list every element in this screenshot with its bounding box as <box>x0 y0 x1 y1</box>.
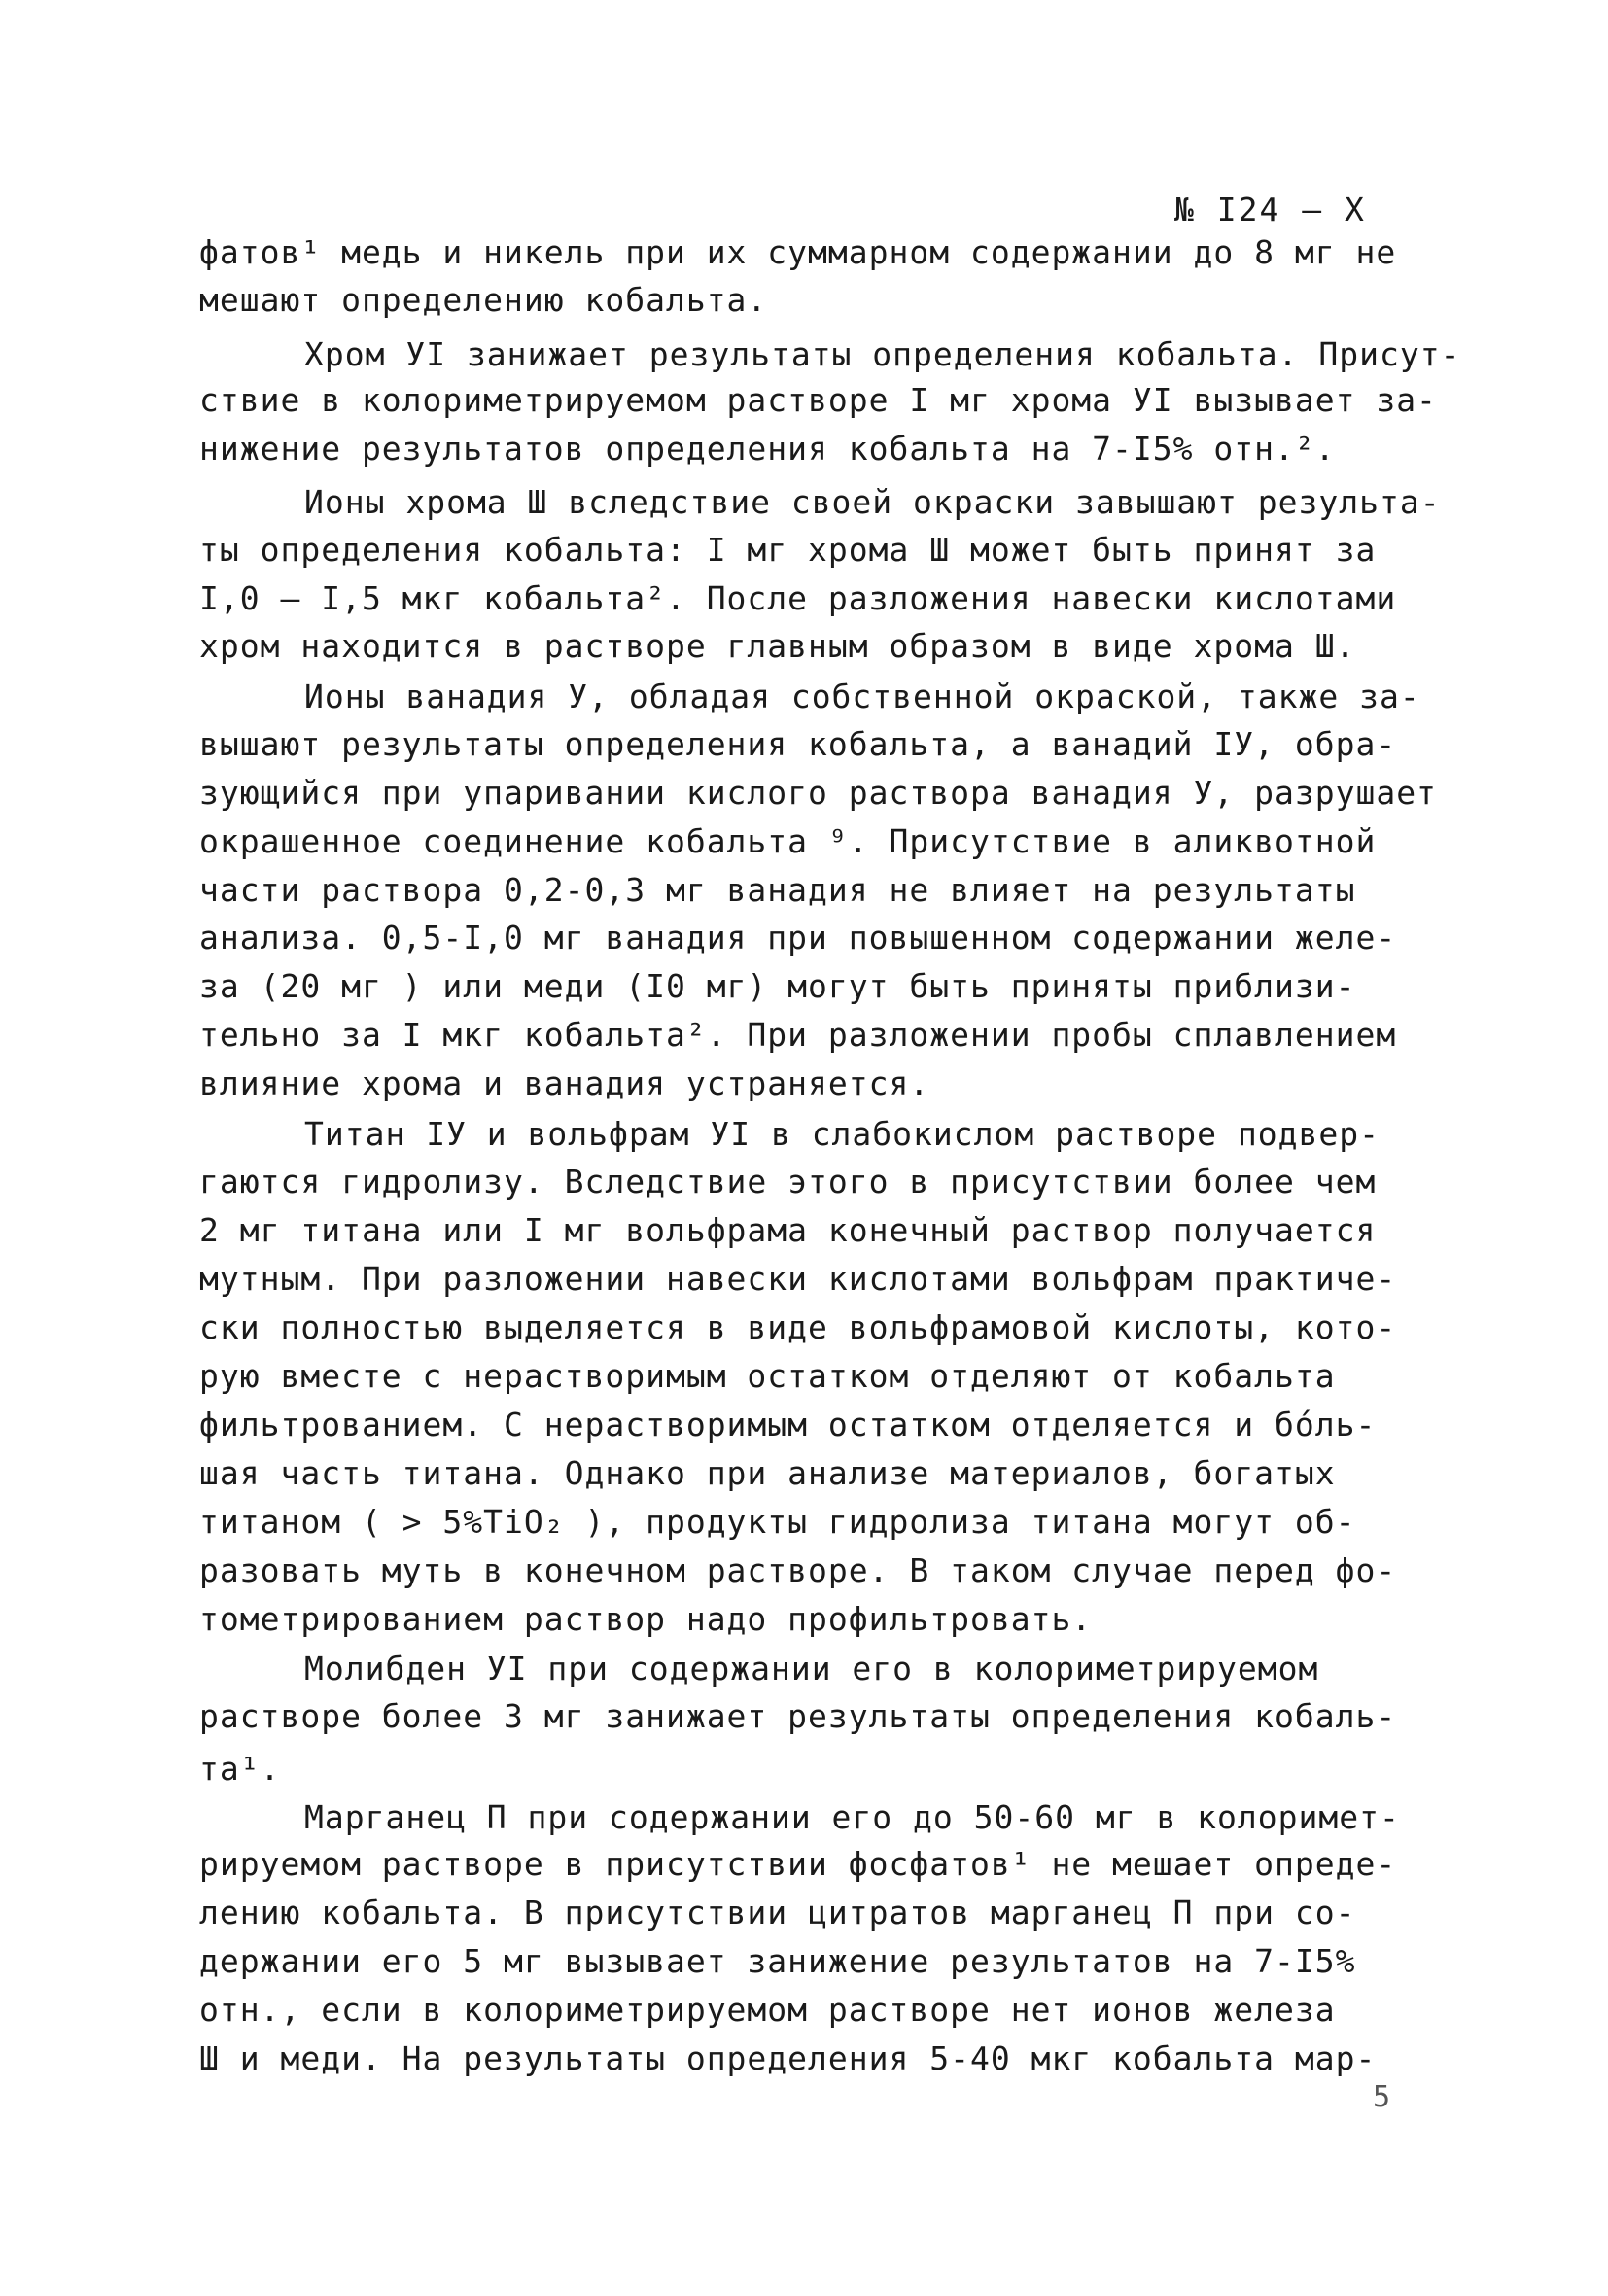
text-line: анализа. 0,5-I,0 мг ванадия при повышенном содержании желе- <box>199 919 1397 957</box>
document-number-header: № I24 – X <box>1174 191 1366 228</box>
text-line: та¹. <box>199 1750 281 1788</box>
text-line: зующийся при упаривании кислого раствора ванадия У, разрушает <box>199 774 1437 812</box>
text-line: разовать муть в конечном растворе. В таком случае перед фо- <box>199 1551 1397 1589</box>
text-line: влияние хрома и ванадия устраняется. <box>199 1064 930 1102</box>
page-number: 5 <box>1373 2080 1391 2114</box>
text-line: ствие в колориметрируемом растворе I мг хрома УI вызывает за- <box>199 381 1437 419</box>
text-line: хром находится в растворе главным образом в виде хрома Ш. <box>199 627 1356 665</box>
paragraph-start-line: Хром УI занижает результаты определения кобальта. Присут- <box>304 335 1461 373</box>
text-line: вышают результаты определения кобальта, а ванадий IУ, обра- <box>199 725 1397 763</box>
paragraph-start-line: Ионы ванадия У, обладая собственной окраской, также за- <box>304 678 1420 715</box>
text-line: лению кобальта. В присутствии цитратов марганец П при со- <box>199 1894 1356 1931</box>
text-line: рую вместе с нерастворимым остатком отделяют от кобальта <box>199 1357 1336 1395</box>
text-line: фильтрованием. С нерастворимым остатком отделяется и бо́ль- <box>199 1406 1377 1444</box>
text-line: мутным. При разложении навески кислотами вольфрам практиче- <box>199 1260 1397 1298</box>
text-line: окрашенное соединение кобальта ⁹. Присутствие в аликвотной <box>199 822 1377 860</box>
text-line: 2 мг титана или I мг вольфрама конечный раствор получается <box>199 1211 1377 1249</box>
text-line: растворе более 3 мг занижает результаты определения кобаль- <box>199 1697 1397 1735</box>
text-line: тометрированием раствор надо профильтровать. <box>199 1600 1093 1638</box>
paragraph-start-line: Молибден УI при содержании его в колориметрируемом <box>304 1650 1319 1687</box>
text-line: гаются гидролизу. Вследствие этого в присутствии более чем <box>199 1163 1377 1200</box>
text-line: тельно за I мкг кобальта². При разложении пробы сплавлением <box>199 1016 1397 1054</box>
text-line: части раствора 0,2-0,3 мг ванадия не влияет на результаты <box>199 871 1356 909</box>
text-line: Ш и меди. На результаты определения 5-40 мкг кобальта мар- <box>199 2039 1377 2077</box>
text-line: отн., если в колориметрируемом растворе нет ионов железа <box>199 1991 1336 2029</box>
paragraph-start-line: Марганец П при содержании его до 50-60 мг в колоримет- <box>304 1798 1400 1836</box>
text-line: I,0 – I,5 мкг кобальта². После разложения навески кислотами <box>199 579 1397 617</box>
text-line: фатов¹ медь и никель при их суммарном содержании до 8 мг не <box>199 233 1397 271</box>
text-line: ты определения кобальта: I мг хрома Ш может быть принят за <box>199 531 1377 569</box>
text-line: нижение результатов определения кобальта на 7-I5% отн.². <box>199 430 1336 468</box>
text-line: за (20 мг ) или меди (I0 мг) могут быть приняты приблизи- <box>199 967 1356 1005</box>
text-line: шая часть титана. Однако при анализе материалов, богатых <box>199 1454 1336 1492</box>
text-line: мешают определению кобальта. <box>199 281 768 319</box>
text-line: титаном ( > 5%TiO₂ ), продукты гидролиза титана могут об- <box>199 1503 1356 1541</box>
text-line: ски полностью выделяется в виде вольфрамовой кислоты, кото- <box>199 1308 1397 1346</box>
paragraph-start-line: Ионы хрома Ш вследствие своей окраски завышают результа- <box>304 483 1441 521</box>
text-line: держании его 5 мг вызывает занижение результатов на 7-I5% <box>199 1942 1356 1980</box>
text-line: рируемом растворе в присутствии фосфатов¹ не мешает опреде- <box>199 1845 1397 1883</box>
paragraph-start-line: Титан IУ и вольфрам УI в слабокислом растворе подвер- <box>304 1115 1380 1153</box>
